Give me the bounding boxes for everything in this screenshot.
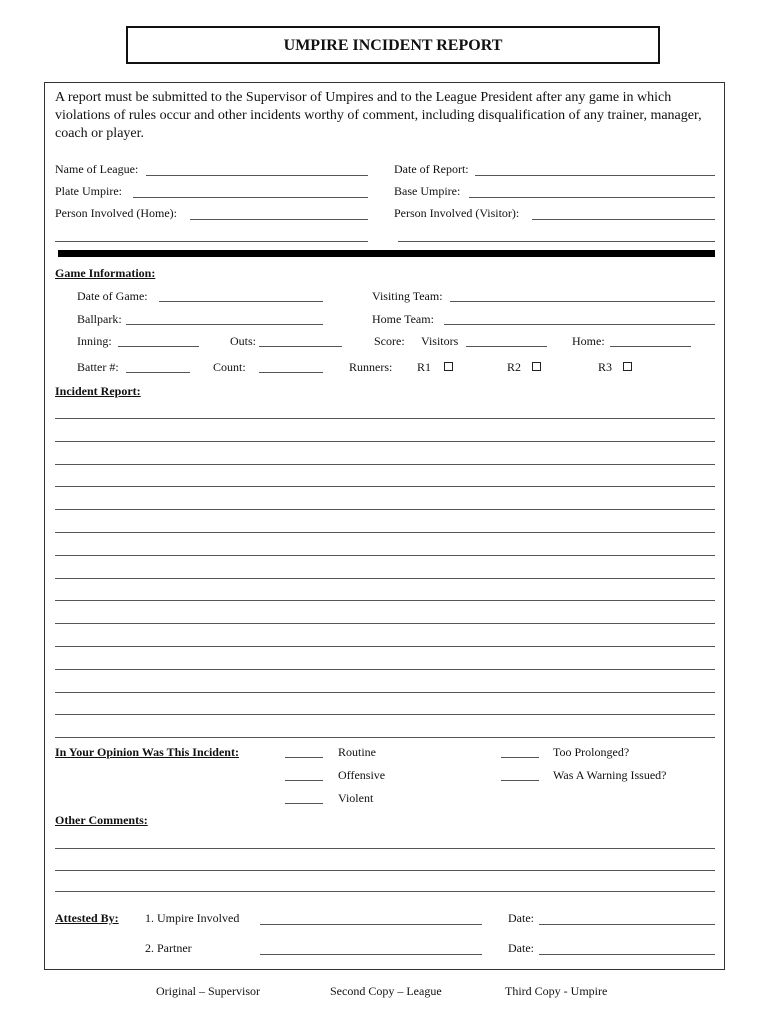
r1-checkbox[interactable] bbox=[444, 362, 453, 371]
footer-original: Original – Supervisor bbox=[156, 984, 260, 998]
plate-umpire-field[interactable] bbox=[133, 197, 368, 198]
person-visitor-label: Person Involved (Visitor): bbox=[394, 206, 520, 220]
home-score-field[interactable] bbox=[610, 346, 691, 347]
ballpark-field[interactable] bbox=[126, 324, 323, 325]
name-of-league-field[interactable] bbox=[146, 175, 368, 176]
umpire-involved-field[interactable] bbox=[260, 924, 482, 925]
incident-report-line[interactable] bbox=[55, 532, 715, 533]
count-field[interactable] bbox=[259, 372, 323, 373]
person-home-field-2[interactable] bbox=[55, 241, 368, 242]
plate-umpire-label: Plate Umpire: bbox=[55, 184, 122, 198]
r1-label: R1 bbox=[417, 360, 432, 374]
warning-issued-label: Was A Warning Issued? bbox=[553, 768, 667, 782]
page-title: UMPIRE INCIDENT REPORT bbox=[283, 37, 503, 54]
visitors-label: Visitors bbox=[421, 334, 459, 348]
r2-label: R2 bbox=[507, 360, 522, 374]
r3-label: R3 bbox=[598, 360, 613, 374]
r2-checkbox[interactable] bbox=[532, 362, 541, 371]
umpire-involved-label: 1. Umpire Involved bbox=[145, 911, 240, 925]
batter-field[interactable] bbox=[126, 372, 190, 373]
routine-label: Routine bbox=[338, 745, 376, 759]
too-prolonged-field[interactable] bbox=[501, 757, 539, 758]
partner-date-label: Date: bbox=[508, 941, 534, 955]
violent-field[interactable] bbox=[285, 803, 323, 804]
home-team-field[interactable] bbox=[444, 324, 715, 325]
routine-field[interactable] bbox=[285, 757, 323, 758]
incident-report-line[interactable] bbox=[55, 692, 715, 693]
incident-report-line[interactable] bbox=[55, 486, 715, 487]
game-info-heading: Game Information: bbox=[55, 266, 156, 280]
other-comments-line[interactable] bbox=[55, 848, 715, 849]
too-prolonged-label: Too Prolonged? bbox=[553, 745, 630, 759]
attested-heading: Attested By: bbox=[55, 911, 119, 925]
umpire-date-label: Date: bbox=[508, 911, 534, 925]
incident-report-line[interactable] bbox=[55, 623, 715, 624]
opinion-heading: In Your Opinion Was This Incident: bbox=[55, 745, 239, 759]
name-of-league-label: Name of League: bbox=[55, 162, 139, 176]
outs-label: Outs: bbox=[230, 334, 257, 348]
r3-checkbox[interactable] bbox=[623, 362, 632, 371]
violent-label: Violent bbox=[338, 791, 374, 805]
person-visitor-field[interactable] bbox=[532, 219, 715, 220]
incident-report-line[interactable] bbox=[55, 555, 715, 556]
incident-report-heading: Incident Report: bbox=[55, 384, 141, 398]
date-of-report-field[interactable] bbox=[475, 175, 715, 176]
ballpark-label: Ballpark: bbox=[77, 312, 122, 326]
base-umpire-label: Base Umpire: bbox=[394, 184, 461, 198]
visitors-score-field[interactable] bbox=[466, 346, 547, 347]
outs-field[interactable] bbox=[259, 346, 342, 347]
person-visitor-field-2[interactable] bbox=[398, 241, 715, 242]
title-box bbox=[126, 26, 660, 64]
footer-second-copy: Second Copy – League bbox=[330, 984, 442, 998]
batter-label: Batter #: bbox=[77, 360, 119, 374]
other-comments-line[interactable] bbox=[55, 891, 715, 892]
umpire-date-field[interactable] bbox=[539, 924, 715, 925]
partner-label: 2. Partner bbox=[145, 941, 192, 955]
person-home-field[interactable] bbox=[190, 219, 368, 220]
other-comments-heading: Other Comments: bbox=[55, 813, 148, 827]
offensive-label: Offensive bbox=[338, 768, 386, 782]
section-divider bbox=[58, 250, 715, 257]
inning-label: Inning: bbox=[77, 334, 112, 348]
footer-third-copy: Third Copy - Umpire bbox=[505, 984, 608, 998]
incident-report-line[interactable] bbox=[55, 509, 715, 510]
incident-report-line[interactable] bbox=[55, 464, 715, 465]
incident-report-line[interactable] bbox=[55, 646, 715, 647]
incident-report-line[interactable] bbox=[55, 441, 715, 442]
incident-report-line[interactable] bbox=[55, 418, 715, 419]
home-score-label: Home: bbox=[572, 334, 605, 348]
date-of-game-field[interactable] bbox=[159, 301, 323, 302]
score-label: Score: bbox=[374, 334, 405, 348]
offensive-field[interactable] bbox=[285, 780, 323, 781]
incident-report-line[interactable] bbox=[55, 578, 715, 579]
date-of-report-label: Date of Report: bbox=[394, 162, 469, 176]
home-team-label: Home Team: bbox=[372, 312, 434, 326]
other-comments-line[interactable] bbox=[55, 870, 715, 871]
count-label: Count: bbox=[213, 360, 246, 374]
partner-field[interactable] bbox=[260, 954, 482, 955]
inning-field[interactable] bbox=[118, 346, 199, 347]
base-umpire-field[interactable] bbox=[469, 197, 715, 198]
incident-report-line[interactable] bbox=[55, 714, 715, 715]
partner-date-field[interactable] bbox=[539, 954, 715, 955]
incident-report-line[interactable] bbox=[55, 737, 715, 738]
visiting-team-label: Visiting Team: bbox=[372, 289, 443, 303]
visiting-team-field[interactable] bbox=[450, 301, 715, 302]
incident-report-line[interactable] bbox=[55, 600, 715, 601]
date-of-game-label: Date of Game: bbox=[77, 289, 148, 303]
incident-report-line[interactable] bbox=[55, 669, 715, 670]
person-home-label: Person Involved (Home): bbox=[55, 206, 177, 220]
runners-label: Runners: bbox=[349, 360, 393, 374]
warning-issued-field[interactable] bbox=[501, 780, 539, 781]
intro-text: A report must be submitted to the Supervisor of Umpires and to the League President after any game in which violations of rules occur and other incidents worthy of comment, including disqualification of any trainer, manager, coach or player. bbox=[55, 90, 702, 141]
